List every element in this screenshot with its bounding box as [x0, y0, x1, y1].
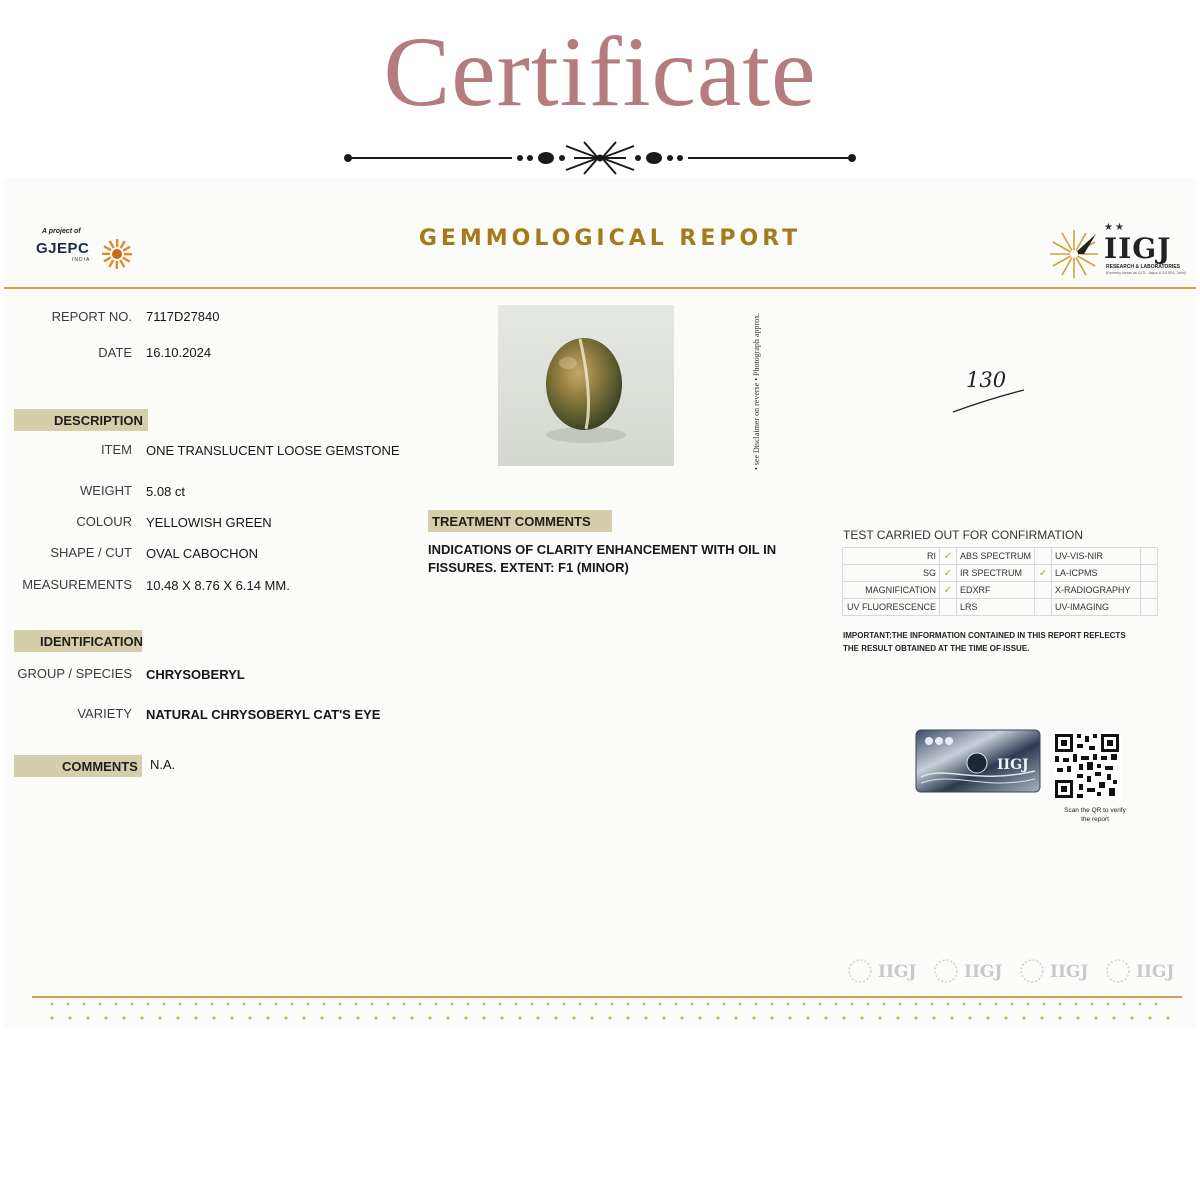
test-name: RI — [843, 548, 940, 565]
colour-value: YELLOWISH GREEN — [146, 515, 272, 530]
test-blank — [1141, 582, 1158, 599]
tests-row — [843, 599, 1158, 616]
date-label: DATE — [98, 345, 132, 360]
variety-label: VARIETY — [77, 706, 132, 721]
watermark-starburst-icon — [1021, 960, 1043, 982]
test-name: IR SPECTRUM — [957, 565, 1035, 582]
test-name: UV-VIS-NIR — [1052, 548, 1141, 565]
footer-decorative-border-icon — [32, 994, 1182, 1028]
watermark-text: IIGJ — [1050, 962, 1089, 982]
test-check-icon: ✓ — [940, 565, 957, 582]
weight-label: WEIGHT — [80, 483, 132, 498]
handwritten-underline-icon — [950, 386, 1030, 416]
watermark-text: IIGJ — [1136, 962, 1175, 982]
variety-value: NATURAL CHRYSOBERYL CAT'S EYE — [146, 707, 381, 722]
certificate-headline: Certificate — [383, 16, 817, 127]
tests-table — [842, 547, 1158, 616]
test-name: EDXRF — [957, 582, 1035, 599]
test-name: MAGNIFICATION — [843, 582, 940, 599]
item-label: ITEM — [100, 442, 132, 457]
test-name: UV FLUORESCENCE — [843, 599, 940, 616]
identification-heading: IDENTIFICATION — [14, 630, 142, 652]
test-check-icon: ✓ — [1035, 565, 1052, 582]
tests-row — [843, 548, 1158, 565]
shape-value: OVAL CABOCHON — [146, 546, 258, 561]
gemstone-photo — [498, 305, 674, 466]
shape-label: SHAPE / CUT — [50, 545, 132, 560]
measurements-value: 10.48 X 8.76 X 6.14 MM. — [146, 578, 290, 593]
test-name: SG — [843, 565, 940, 582]
iigj-stars: ★★ — [1104, 222, 1126, 233]
measurements-label: MEASUREMENTS — [22, 577, 132, 592]
tests-row — [843, 565, 1158, 582]
watermark-starburst-icon — [1107, 960, 1129, 982]
comments-value: N.A. — [150, 757, 176, 772]
watermark-starburst-icon — [849, 960, 871, 982]
watermark-starburst-icon — [935, 960, 957, 982]
test-name: LRS — [957, 599, 1035, 616]
photo-disclaimer: • see Disclaimer on reverse • Photograph approx. — [752, 312, 761, 470]
gjepc-country: INDIA — [72, 257, 91, 263]
watermark-text: IIGJ — [878, 962, 917, 982]
test-check-icon: ✓ — [940, 582, 957, 599]
group-species-value: CHRYSOBERYL — [146, 667, 245, 682]
colour-label: COLOUR — [76, 514, 132, 529]
test-blank — [1141, 548, 1158, 565]
watermark-text: IIGJ — [964, 962, 1003, 982]
report-no-value: 7117D27840 — [146, 309, 220, 324]
iigj-starburst-icon — [1048, 228, 1100, 280]
test-name: LA-ICPMS — [1052, 565, 1141, 582]
report-no-label: REPORT NO. — [51, 309, 132, 324]
ornament-divider-icon — [340, 140, 860, 176]
date-value: 16.10.2024 — [146, 345, 212, 360]
comments-heading: COMMENTS — [14, 755, 142, 777]
handwritten-mark: 130 — [966, 368, 1007, 392]
test-check-icon — [1035, 599, 1052, 616]
report-title: GEMMOLOGICAL REPORT — [418, 226, 802, 251]
hologram-text: IIGJ — [997, 757, 1029, 773]
test-blank — [1141, 565, 1158, 582]
test-blank — [1141, 599, 1158, 616]
tests-row — [843, 582, 1158, 599]
header-rule — [4, 287, 1196, 289]
test-name: ABS SPECTRUM — [957, 548, 1035, 565]
test-name: X-RADIOGRAPHY — [1052, 582, 1141, 599]
important-note: IMPORTANT:THE INFORMATION CONTAINED IN THIS REPORT REFLECTS THE RESULT OBTAINED AT THE TIME OF ISSUE. — [843, 631, 1126, 653]
description-heading: DESCRIPTION — [14, 409, 148, 431]
treatment-heading: TREATMENT COMMENTS — [428, 510, 612, 532]
qr-code-icon[interactable] — [1053, 732, 1121, 800]
gjepc-name: GJEPC — [36, 240, 90, 257]
weight-value: 5.08 ct — [146, 484, 186, 499]
test-check-icon: ✓ — [940, 548, 957, 565]
group-species-label: GROUP / SPECIES — [17, 666, 132, 681]
test-check-icon — [1035, 548, 1052, 565]
test-check-icon — [940, 599, 957, 616]
iigj-name: IIGJ — [1104, 232, 1172, 265]
iigj-subtitle: RESEARCH & LABORATORIES — [1106, 264, 1180, 270]
tests-title: TEST CARRIED OUT FOR CONFIRMATION — [843, 528, 1084, 542]
item-value: ONE TRANSLUCENT LOOSE GEMSTONE — [146, 443, 400, 458]
qr-caption: Scan the QR to verify the report — [1064, 807, 1126, 823]
iigj-watermark-row — [846, 955, 1186, 989]
gjepc-tagline: A project of — [42, 228, 81, 235]
test-check-icon — [1035, 582, 1052, 599]
hologram-sticker-icon — [915, 729, 1041, 793]
iigj-fine-print: (Formerly known as GJTL, Jaipur & GII-SRL, Delhi) — [1106, 271, 1186, 275]
treatment-text: INDICATIONS OF CLARITY ENHANCEMENT WITH OIL IN FISSURES. EXTENT: F1 (MINOR) — [428, 542, 777, 575]
test-name: UV-IMAGING — [1052, 599, 1141, 616]
